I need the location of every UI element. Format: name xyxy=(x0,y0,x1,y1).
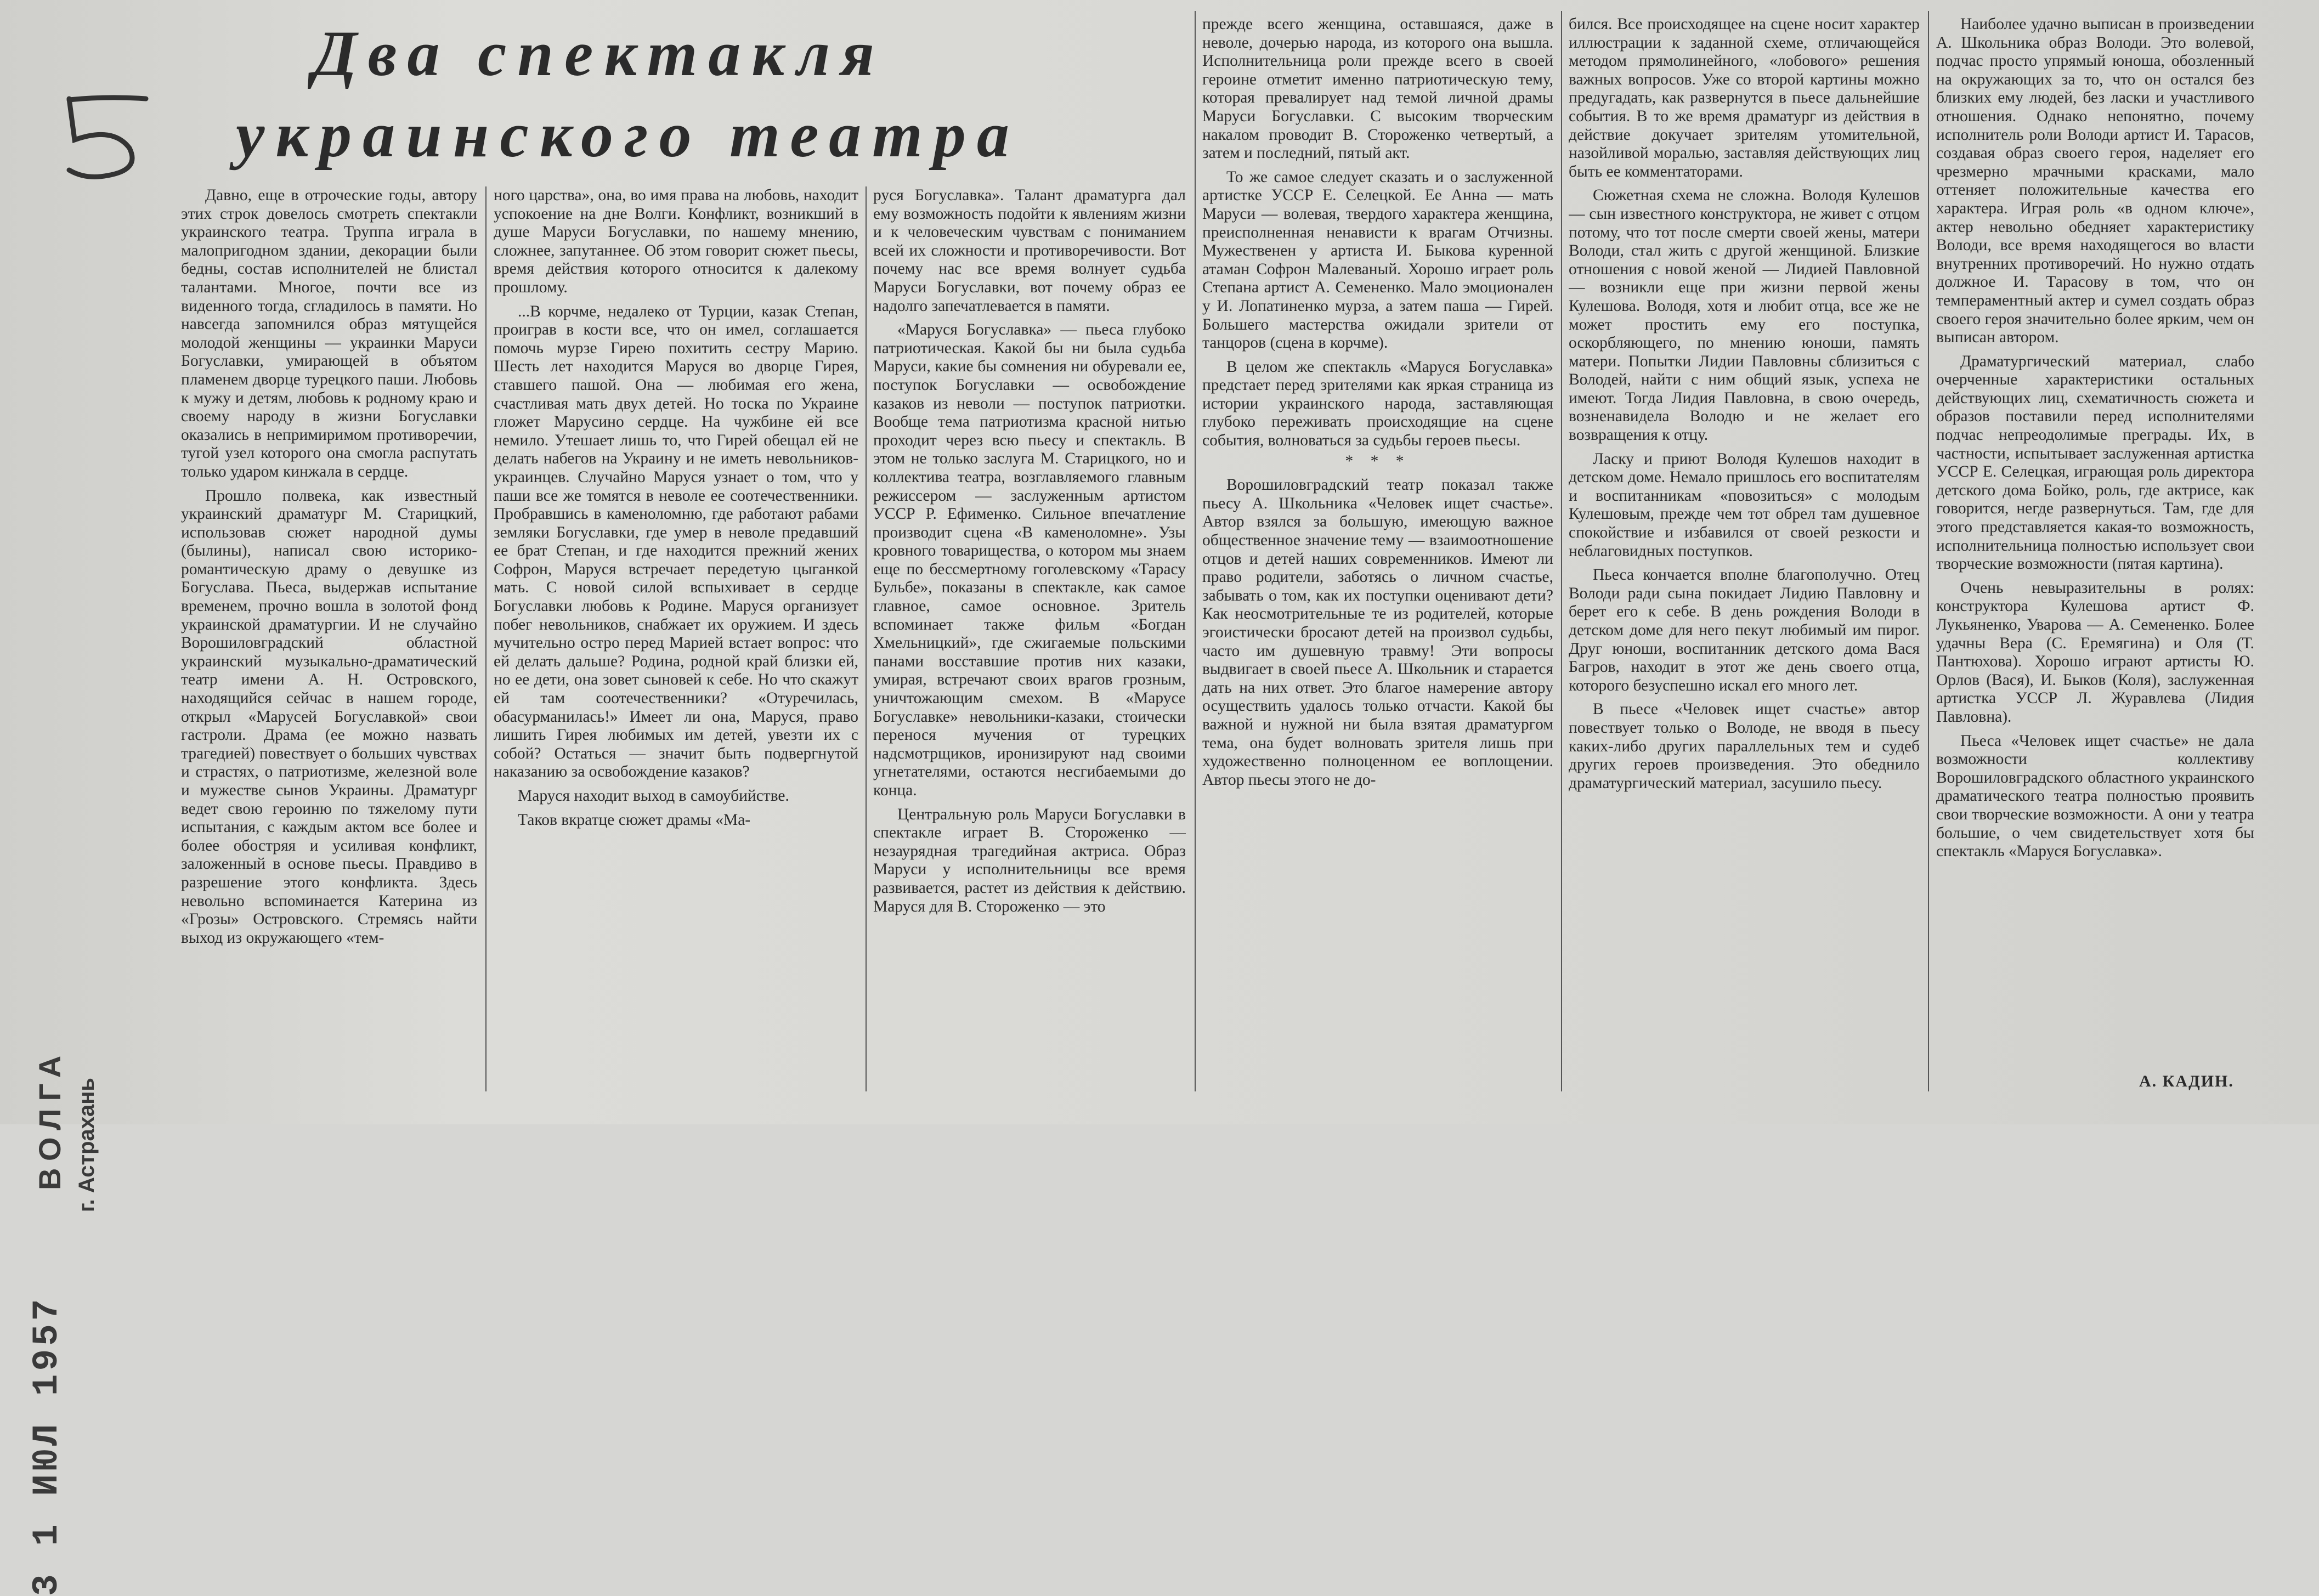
column-divider xyxy=(1195,11,1196,1091)
paragraph: В целом же спектакль «Маруся Богуславка» предстает перед зрителями как яркая страница из истории украинского народа, заставляющая глубоко переживать происходящие на сцене события, волноваться за судьбы героев пьесы. xyxy=(1202,358,1553,450)
paragraph: ного царства», она, во имя права на любовь, находит успокоение на дне Волги. Конфликт, возникший в душе Маруси Богуславки, по нашему мнению, сложнее, запутаннее. Об этом говорит сюжет пьесы, время действия которого относится к далекому прошлому. xyxy=(494,186,858,296)
paragraph: Ласку и приют Володя Кулешов находит в детском доме. Немало пришлось его воспитателям и воспитанникам «повозиться» с молодым Кулешовым, прежде чем тот обрел там душевное спокойствие и избавился от своей резкости и неблаговидных поступков. xyxy=(1569,450,1920,560)
author-signature: А. КАДИН. xyxy=(2139,1072,2234,1090)
paragraph: Прошло полвека, как известный украинский драматург М. Старицкий, использовав сюжет народной думы (былины), написал свою историко-романтическую драму о девушке из Богуслава. Пьеса, выдержав испытание временем, прочно вошла в золотой фонд украинской драматургии. И не случайно Ворошиловградский областной украинский музыкально-драматический театр имени А. Н. Островского, находящийся сейчас в нашем городе, открыл «Марусей Богуславкой» свои гастроли. Драма (ее можно назвать трагедией) повествует о больших чувствах и страстях, о патриотизме, железной воле и мужестве сынов Украины. Драматург ведет свою героиню по тяжелому пути испытания, с каждым актом все более и более обостряя и усиливая конфликт, заложенный в основе пьесы. Правдиво в разрешение этого конфликта. Здесь невольно вспоминается Катерина из «Грозы» Островского. Стремясь найти выход из окружающего «тем- xyxy=(181,486,477,947)
paragraph: бился. Все происходящее на сцене носит характер иллюстрации к заданной схеме, отличающейся методом прямолинейного, «лобового» решения важных вопросов. Уже со второй картины можно предугадать, как развернутся в пьесе дальнейшие события. В то же время драматург из действия в действие докучает зрителям утомительной, назойливой моралью, заставляя действующих лиц быть ее комментаторами. xyxy=(1569,15,1920,180)
headline-line-2: украинского театра xyxy=(236,99,1020,171)
article-column-6 xyxy=(1936,15,2254,1066)
paragraph: руся Богуславка». Талант драматурга дал ему возможность подойти к явлениям жизни и к человеческим чувствам с пониманием всей их сложности и противоречивости. Вот почему нас все время волнует судьба Маруси Богуславки, вот почему образ ее надолго запечатлевается в памяти. xyxy=(873,186,1186,315)
stamp-city: г. Астрахань xyxy=(75,1078,99,1212)
article-column-2 xyxy=(494,186,858,1097)
paragraph: То же самое следует сказать и о заслуженной артистке УССР Е. Селецкой. Ее Анна — мать Маруси — волевая, твердого характера женщина, преисполненная ненависти к врагам Отчизны. Мужественен у артиста И. Быкова куренной атаман Софрон Малеваный. Хорошо играет роль Степана артист А. Семененко. Мало эмоционален у И. Лопатиненко мурза, а затем паша — Гирей. Большего мастерства ожидали зрители от танцоров (сцена в корчме). xyxy=(1202,168,1553,352)
paragraph: ...В корчме, недалеко от Турции, казак Степан, проиграв в кости все, что он имел, соглашается помочь мурзе Гирею похитить сестру Марию. Шесть лет находится Маруся во дворце Гирея, ставшего пашой. Она — любимая его жена, счастливая мать двух детей. Но тоска по Украине гложет Марусино сердце. На чужбине ей все немило. Утешает лишь то, что Гирей обещал ей не делать набегов на Украину и не иметь невольников-украинцев. Случайно Маруся узнает о том, что у паши все же томятся в неволе ее соотечественники. Пробравшись в каменоломню, где работают рабами земляки Богуславки, где умер в неволе предавший ее брат Степан, и где находится прежний жених Софрон, Маруся встречает передетую цыганкой мать. С новой силой вспыхивает в сердце Богуславки любовь к Родине. Маруся организует побег невольников, снабжает их оружием. И здесь мучительно остро перед Марией встает вопрос: что ей делать дальше? Родина, родной край близки ей, но ее дети, она зовет сыновей к себе. Но что скажут ей там соотечественники? «Отуречилась, обасурманилась!» Имеет ли она, Маруся, право лишить Гирея любимых им детей, увезти их с собой? Остаться — значит быть подвергнутой наказанию за освобождение казаков? xyxy=(494,302,858,781)
paragraph: Ворошиловградский театр показал также пьесу А. Школьника «Человек ищет счастье». Автор взялся за большую, имеющую важное общественное значение тему — взаимоотношение отцов и детей наших современников. Имеют ли право родители, заботясь о личном счастье, забывать о том, как их поступки оценивают дети? Как неосмотрительные те из родителей, которые эгоистически бросают детей на произвол судьбы, часто им душевную травму! Эти вопросы выдвигает в своей пьесе А. Школьник и старается дать на них ответ. Это благое намерение автору осуществить удалось только отчасти. Какой бы важной и нужной ни была взятая драматургом тема, она будет волновать зрителя лишь при художественно полноценном ее воплощении. Автор пьесы этого не до- xyxy=(1202,476,1553,789)
article-column-5 xyxy=(1569,15,1920,1097)
column-divider xyxy=(866,186,867,1091)
stamp-newspaper-name: ВОЛГА xyxy=(32,1048,67,1190)
library-stamp xyxy=(10,494,99,1596)
article-headline xyxy=(219,16,1108,181)
paragraph: Очень невыразительны в ролях: конструктора Кулешова артист Ф. Лукьяненко, Уварова — А. Семененко. Более удачны Вера (С. Еремягина) и Оля (Т. Пантюхова). Хорошо играют артисты Ю. Орлов (Вася), И. Быков (Коля), заслуженная артистка УССР Л. Журавлева (Лидия Павловна). xyxy=(1936,579,2254,726)
paragraph: Сюжетная схема не сложна. Володя Кулешов — сын известного конструктора, не живет с отцом потому, что тот после смерти своей жены, матери Володи, стал жить с другой женщиной. Близкие отношения с новой женой — Лидией Павловной — возникли еще при жизни первой жены Кулешова. Володя, хотя и любит отца, все же не может простить ему его поступка, оскорбляющего, по мнению юноши, память матери. Попытки Лидии Павловны сблизиться с Володей, найти с ним общий язык, успеха не имеют. Тогда Лидия Павловна, в свою очередь, возненавидела Володю и не желает его возвращения к отцу. xyxy=(1569,186,1920,444)
section-separator: * * * xyxy=(1345,452,1411,470)
article-column-4 xyxy=(1202,15,1553,1097)
paragraph: прежде всего женщина, оставшаяся, даже в неволе, дочерью народа, из которого она вышла. Исполнительница роли прежде всего в своей героине отметит именно патриотическую тему, которая превалирует над темой личной драмы Маруси Богуславки. С высоким творческим накалом проводит В. Стороженко четвертый, а затем и последний, пятый акт. xyxy=(1202,15,1553,162)
paragraph: Драматургический материал, слабо очерченные характеристики остальных действующих лиц, схематичность сюжета и образов поставили перед исполнителями подчас непреодолимые преграды. Их, в частности, испытывает заслуженная артистка УССР Е. Селецкая, играющая роль директора детского дома Бойко, роль, где актрисе, как говорится, негде развернуться. Там, где для этого представляется какая-то возможность, исполнительница полностью использует свои творческие возможности (пятая картина). xyxy=(1936,352,2254,573)
paragraph: Наиболее удачно выписан в произведении А. Школьника образ Володи. Это волевой, подчас просто упрямый юноша, обозленный на окружающих за то, что он остался без близких ему людей, без ласки и участливого отношения. Однако непонятно, почему исполнитель роли Володи артист И. Тарасов, создавая образ своего героя, наделяет его чрезмерно мрачными красками, мало оттеняет положительные качества его характера. Играя роль «в одном ключе», актер невольно обедняет характеристику Володи, все время находящегося во власти внутренних противоречий. Но нужно отдать должное И. Тарасову в том, что он темпераментный актер и сумел создать образ своего героя значительно более ярким, чем он выписан автором. xyxy=(1936,15,2254,347)
paragraph: В пьесе «Человек ищет счастье» автор повествует только о Володе, не вводя в пьесу каких-либо других параллельных тем и судеб других героев произведения. Это обеднило драматургический материал, засушило пьесу. xyxy=(1569,700,1920,792)
article-column-1 xyxy=(181,186,477,1097)
paragraph: Центральную роль Маруси Богуславки в спектакле играет В. Стороженко — незаурядная трагедийная актриса. Образ Маруси у исполнительницы все время развивается, растет из действия к действию. Маруся для В. Стороженко — это xyxy=(873,805,1186,915)
handwritten-mark xyxy=(47,88,151,181)
paragraph: Пьеса кончается вполне благополучно. Отец Володи ради сына покидает Лидию Павловну и берет его к себе. В день рождения Володи в детском доме для него пекут любимый им пирог. Друг юноши, воспитанник детского дома Вася Багров, находит в этот же день своего отца, которого безуспешно искал его много лет. xyxy=(1569,566,1920,694)
column-divider xyxy=(1561,11,1562,1091)
paragraph: Маруся находит выход в самоубийстве. xyxy=(518,787,789,805)
paragraph: Таков вкратце сюжет драмы «Ма- xyxy=(518,811,751,829)
headline-line-1: Два спектакля xyxy=(313,18,885,89)
article-column-3 xyxy=(873,186,1186,1097)
paragraph: Пьеса «Человек ищет счастье» не дала возможности коллективу Ворошиловградского областного украинского драматического театра полностью проявить свои творческие возможности. А они у театра большие, о чем свидетельствует хотя бы спектакль «Маруся Богуславка». xyxy=(1936,732,2254,861)
column-divider xyxy=(485,186,487,1091)
column-divider xyxy=(1928,11,1929,1091)
paragraph: «Маруся Богуславка» — пьеса глубоко патриотическая. Какой бы ни была судьба Маруси, какие бы сомнения ни обуревали ее, поступок Богуславки — освобождение казаков из неволи — поступок патриотки. Вообще тема патриотизма красной нитью проходит через всю пьесу и спектакль. В этом не только заслуга М. Старицкого, но и коллектива театра, возглавляемого главным режиссером — заслуженным артистом УССР Р. Ефименко. Сильное впечатление производит сцена «В каменоломне». Узы кровного товарищества, о котором мы знаем еще по бессмертному гоголевскому «Тарасу Бульбе», показаны в спектакле, как самое главное, самое основное. Зритель вспоминает также фильм «Богдан Хмельницкий», где сжигаемые польскими панами восставшие против них казаки, умирая, встречают своих врагов грозным, уничтожающим смехом. В «Марусе Богуславке» невольники-казаки, стоически перенося мучения от турецких надсмотрщиков, иронизируют над своими угнетателями, остаются несгибаемыми до конца. xyxy=(873,321,1186,799)
stamp-date: 3 1 ИЮЛ 1957 xyxy=(26,1295,67,1596)
paragraph: Давно, еще в отроческие годы, автору этих строк довелось смотреть спектакли украинского театра. Труппа играла в малопригодном здании, декорации были бедны, состав исполнителей не блистал талантами. Многое, почти все из виденного тогда, сгладилось в памяти. Но навсегда запомнился образ мятущейся молодой женщины — украинки Маруси Богуславки, умирающей в объятом пламенем дворце турецкого паши. Любовь к мужу и детям, любовь к родному краю и своему народу в жизни Богуславки оказались в непримиримом противоречии, тугой узел которого она смогла распутать только ударом кинжала в сердце. xyxy=(181,186,477,480)
